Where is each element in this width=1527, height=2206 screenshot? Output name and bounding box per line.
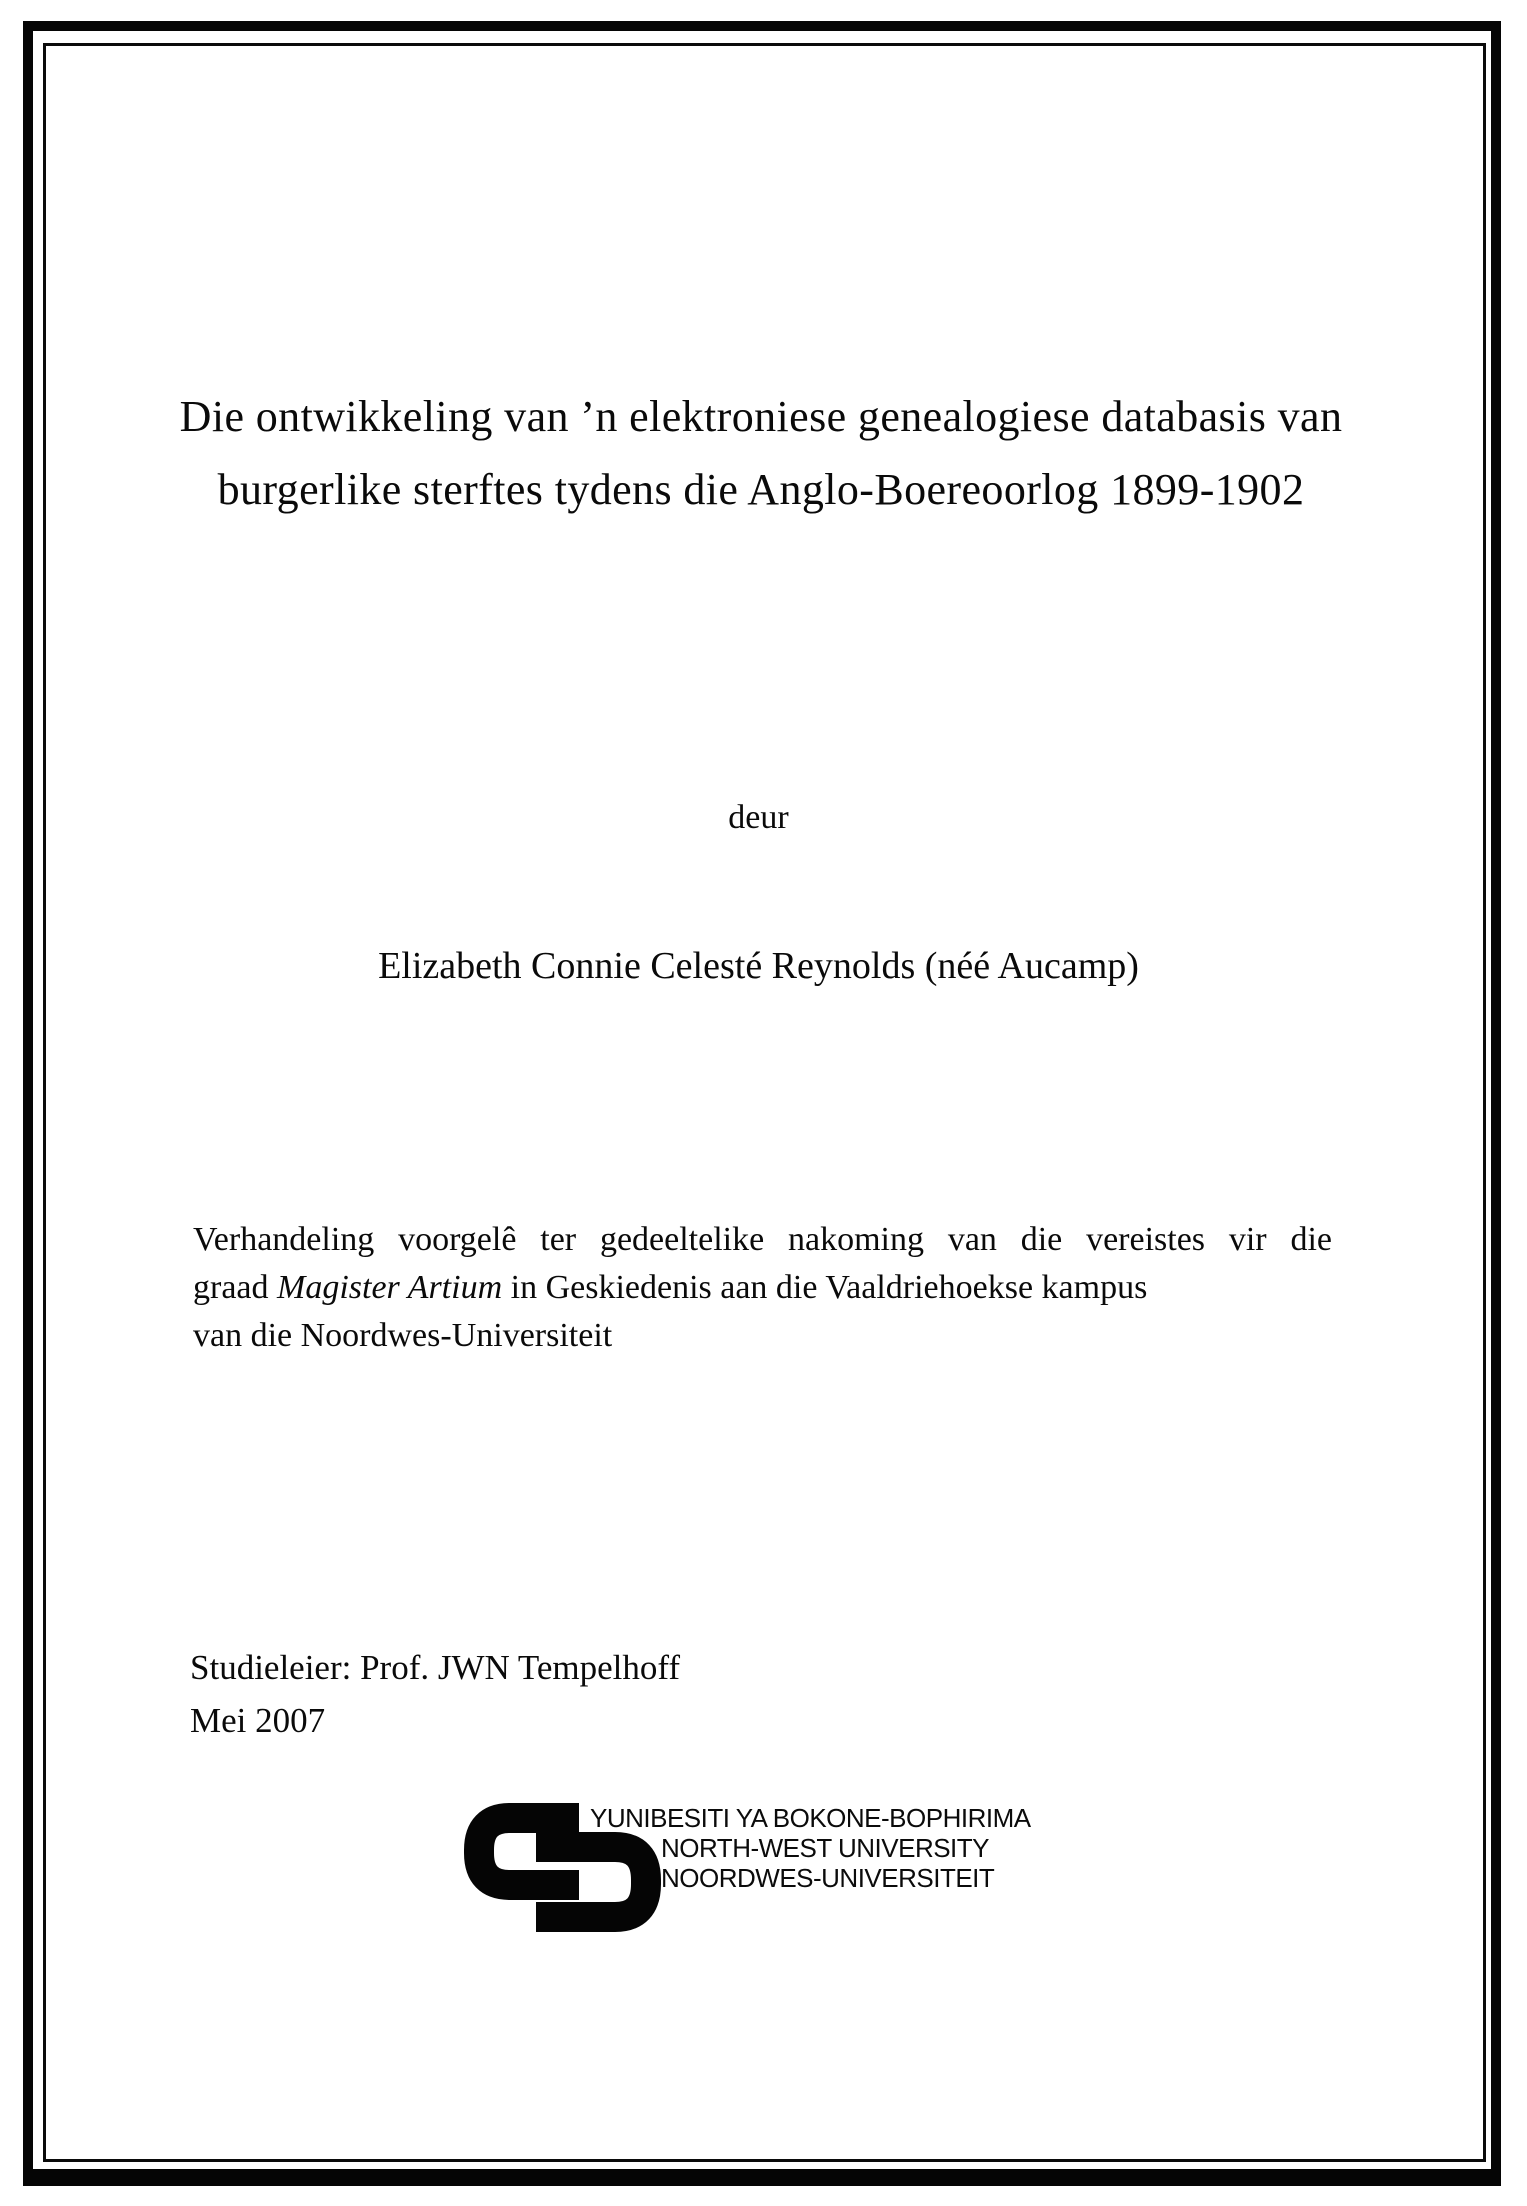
thesis-title-line-2: burgerlike sterftes tydens die Anglo-Boereoorlog 1899-1902: [217, 465, 1305, 514]
thesis-title-line-1: Die ontwikkeling van ’n elektroniese genealogiese databasis van: [179, 392, 1343, 441]
statement-line-3: van die Noordwes-Universiteit: [193, 1317, 613, 1354]
author-name: Elizabeth Connie Celesté Reynolds (néé Aucamp): [378, 945, 1139, 987]
statement-degree-name: Magister Artium: [277, 1269, 503, 1306]
logo-line-afrikaans: NOORDWES-UNIVERSITEIT: [661, 1863, 995, 1893]
submission-statement: [193, 1216, 1332, 1360]
date-line: Mei 2007: [190, 1701, 326, 1740]
logo-line-setswana: YUNIBESITI YA BOKONE-BOPHIRIMA: [590, 1803, 1031, 1833]
statement-line-2-post: in Geskiedenis aan die Vaaldriehoekse kampus: [502, 1269, 1148, 1306]
nwu-logo: [462, 1796, 1082, 1936]
supervisor-line: Studieleier: Prof. JWN Tempelhoff: [190, 1648, 681, 1687]
thesis-title: [120, 380, 1402, 526]
logo-line-english: NORTH-WEST UNIVERSITY: [661, 1833, 990, 1863]
nwu-logo-text: [590, 1803, 1031, 1893]
statement-line-1: Verhandeling voorgelê ter gedeeltelike nakoming van die vereistes vir die: [193, 1221, 1332, 1258]
statement-line-2: [193, 1264, 1332, 1312]
statement-line-2-pre: graad: [193, 1269, 278, 1306]
byline-deur: deur: [728, 799, 789, 836]
supervisor-block: [190, 1641, 680, 1747]
